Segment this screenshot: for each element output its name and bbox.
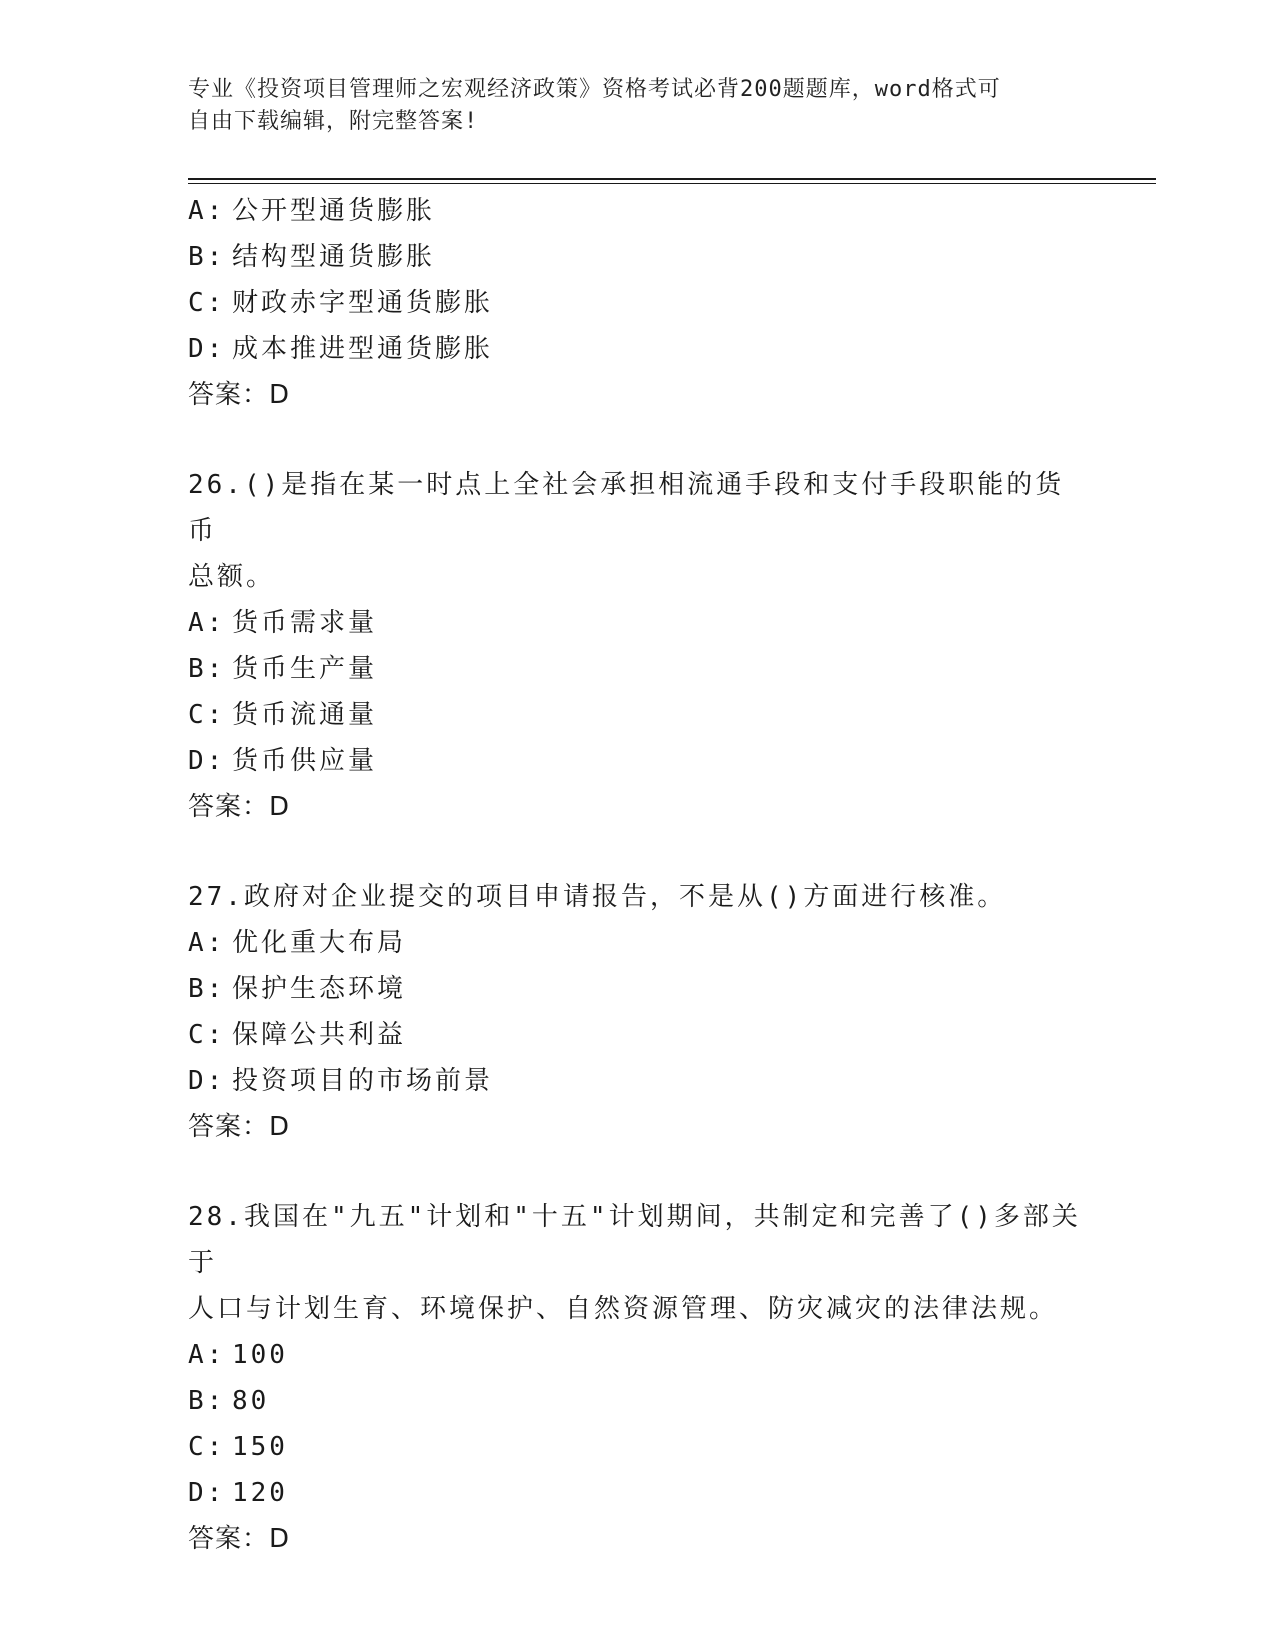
option-key: B:	[188, 1386, 226, 1416]
option-a	[188, 600, 1088, 646]
spacer	[188, 1150, 1088, 1194]
option-text: 货币需求量	[232, 608, 378, 638]
option-d	[188, 738, 1088, 784]
header-title-line-2: 自由下载编辑，附完整答案!	[188, 109, 479, 134]
option-key: A:	[188, 608, 226, 638]
option-key: C:	[188, 288, 226, 318]
option-text: 80	[232, 1386, 270, 1416]
option-key: A:	[188, 928, 226, 958]
option-key: C:	[188, 1432, 226, 1462]
option-key: D:	[188, 1066, 226, 1096]
option-text: 货币供应量	[232, 746, 378, 776]
option-text: 结构型通货膨胀	[232, 242, 436, 272]
question-27	[188, 874, 1088, 1150]
option-key: C:	[188, 1020, 226, 1050]
option-b	[188, 966, 1088, 1012]
option-a	[188, 920, 1088, 966]
question-list	[188, 188, 1088, 1562]
option-key: D:	[188, 1478, 226, 1508]
header-title-line-1: 专业《投资项目管理师之宏观经济政策》资格考试必背200题题库，word格式可	[188, 77, 1001, 102]
option-b	[188, 234, 1088, 280]
option-text: 保障公共利益	[232, 1020, 407, 1050]
option-a	[188, 1332, 1088, 1378]
option-text: 保护生态环境	[232, 974, 407, 1004]
option-text: 150	[232, 1432, 288, 1462]
option-d	[188, 1058, 1088, 1104]
option-text: 公开型通货膨胀	[232, 196, 436, 226]
answer-line: 答案：D	[188, 380, 291, 410]
question-text-line-1: 27.政府对企业提交的项目申请报告，不是从()方面进行核准。	[188, 882, 1007, 912]
option-text: 优化重大布局	[232, 928, 407, 958]
header-rule-thin	[188, 183, 1156, 184]
question-26	[188, 462, 1088, 830]
option-a	[188, 188, 1088, 234]
option-d	[188, 326, 1088, 372]
answer-line: 答案：D	[188, 792, 291, 822]
option-text: 财政赤字型通货膨胀	[232, 288, 494, 318]
spacer	[188, 830, 1088, 874]
option-text: 成本推进型通货膨胀	[232, 334, 494, 364]
option-text: 投资项目的市场前景	[232, 1066, 494, 1096]
answer-line: 答案：D	[188, 1112, 291, 1142]
option-c	[188, 1424, 1088, 1470]
question-text-line-1: 28.我国在"九五"计划和"十五"计划期间，共制定和完善了()多部关于	[188, 1202, 1081, 1278]
option-key: C:	[188, 700, 226, 730]
question-text-line-2: 总额。	[188, 562, 276, 592]
option-text: 100	[232, 1340, 288, 1370]
question-28	[188, 1194, 1088, 1562]
option-key: D:	[188, 746, 226, 776]
option-c	[188, 1012, 1088, 1058]
page-header	[188, 74, 1088, 138]
option-key: A:	[188, 1340, 226, 1370]
option-key: B:	[188, 242, 226, 272]
spacer	[188, 418, 1088, 462]
option-key: B:	[188, 654, 226, 684]
option-b	[188, 646, 1088, 692]
option-text: 货币生产量	[232, 654, 378, 684]
header-rule-thick	[188, 178, 1156, 180]
option-text: 货币流通量	[232, 700, 378, 730]
option-b	[188, 1378, 1088, 1424]
option-key: B:	[188, 974, 226, 1004]
option-c	[188, 280, 1088, 326]
option-key: D:	[188, 334, 226, 364]
question-text-line-1: 26.()是指在某一时点上全社会承担相流通手段和支付手段职能的货币	[188, 470, 1065, 546]
option-d	[188, 1470, 1088, 1516]
answer-line: 答案：D	[188, 1524, 291, 1554]
option-key: A:	[188, 196, 226, 226]
option-text: 120	[232, 1478, 288, 1508]
question-25	[188, 188, 1088, 418]
option-c	[188, 692, 1088, 738]
question-text-line-2: 人口与计划生育、环境保护、自然资源管理、防灾减灾的法律法规。	[188, 1294, 1059, 1324]
